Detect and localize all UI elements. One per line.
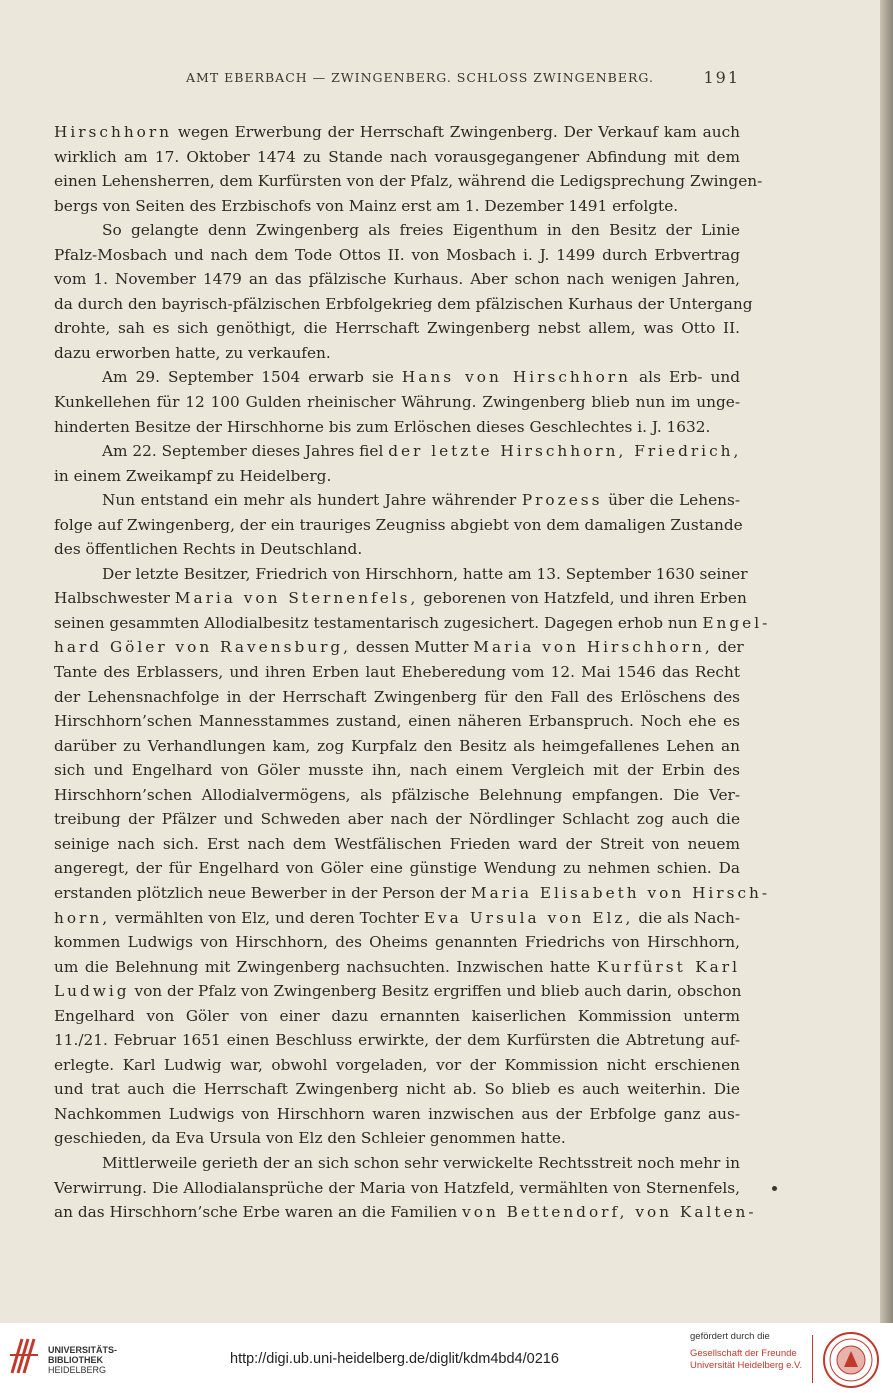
text-line <box>54 415 740 440</box>
text-run: Nun entstand ein mehr als hundert Jahre währender <box>102 491 522 510</box>
university-seal-icon <box>822 1331 880 1389</box>
text-line <box>54 955 740 980</box>
text-line <box>54 1200 757 1225</box>
text-line <box>54 832 740 857</box>
text-run: Tante des Erblassers, und ihren Erben laut Eheberedung vom 12. Mai 1546 das Recht <box>54 663 740 682</box>
text-line <box>54 611 771 636</box>
text-run: geborenen von Hatzfeld, und ihren Erben <box>418 589 747 608</box>
text-run: darüber zu Verhandlungen kam, zog Kurpfalz den Besitz als heimgefallenes Lehen an <box>54 736 740 755</box>
text-line <box>54 881 771 906</box>
text-line <box>54 365 740 390</box>
text-line <box>54 856 740 881</box>
text-run: als Erb- und <box>630 368 741 387</box>
spaced-name: Kurfürst Karl <box>596 957 740 976</box>
text-run: So gelangte denn Zwingenberg als freies Eigenthum in den Besitz der Linie <box>102 221 740 240</box>
library-logo-icon <box>8 1335 40 1375</box>
text-line <box>54 979 740 1004</box>
text-run: Am 29. September 1504 erwarb sie <box>102 368 402 387</box>
text-run: einen Lehensherren, dem Kurfürsten von der Pfalz, während die Ledigsprechung Zwingen- <box>54 172 763 191</box>
society-name-line: Universität Heidelberg e.V. <box>690 1360 803 1371</box>
text-line <box>54 292 753 317</box>
text-run: 11./21. Februar 1651 einen Beschluss erwirkte, der dem Kurfürsten die Abtretung auf- <box>54 1031 740 1050</box>
text-line <box>54 390 740 415</box>
spaced-name: Engel- <box>702 613 771 632</box>
text-run: da durch den bayrisch-pfälzischen Erbfolgekrieg dem pfälzischen Kurhaus der Untergang <box>54 294 753 313</box>
text-run: in einem Zweikampf zu Heidelberg. <box>54 466 332 485</box>
text-run: vermählten von Elz, und deren Tochter <box>110 908 424 927</box>
text-line <box>54 537 740 562</box>
text-run: vom 1. November 1479 an das pfälzische Kurhaus. Aber schon nach wenigen Jahren, <box>54 270 740 289</box>
text-run: bergs von Seiten des Erzbischofs von Mainz erst am 1. Dezember 1491 erfolgte. <box>54 196 679 215</box>
text-run: Hirschhorn’schen Mannesstammes zustand, einen näheren Erbanspruch. Noch ehe es <box>54 712 740 731</box>
society-name <box>690 1348 802 1372</box>
text-run: der Lehensnachfolge in der Herrschaft Zwingenberg für den Fall des Erlöschens des <box>54 687 740 706</box>
spaced-name: Ludwig <box>54 982 130 1001</box>
text-line <box>54 660 740 685</box>
text-run: dessen Mutter <box>351 638 474 657</box>
ink-speck <box>772 1186 777 1191</box>
spaced-name: Maria von Sternenfels, <box>174 589 419 608</box>
text-line <box>54 1053 740 1078</box>
footer-bar <box>0 1323 893 1393</box>
text-line <box>54 243 740 268</box>
text-run: und trat auch die Herrschaft Zwingenberg nicht ab. So blieb es auch weiterhin. Die <box>54 1080 740 1099</box>
text-run: geschieden, da Eva Ursula von Elz den Schleier genommen hatte. <box>54 1129 566 1148</box>
library-name <box>48 1345 117 1375</box>
text-line <box>54 145 740 170</box>
text-run: folge auf Zwingenberg, der ein trauriges Zeugniss abgiebt von dem damaligen Zustande <box>54 515 743 534</box>
spaced-name: Maria Elisabeth von Hirsch- <box>470 883 771 902</box>
text-run: Mittlerweile gerieth der an sich schon sehr verwickelte Rechtsstreit noch mehr in <box>102 1153 740 1172</box>
text-line <box>54 1176 740 1201</box>
text-line <box>54 906 740 931</box>
spaced-name: Maria von Hirschhorn, <box>473 638 713 657</box>
body-text <box>54 120 771 1225</box>
text-run: erstanden plötzlich neue Bewerber in der Person der <box>54 883 471 902</box>
text-run: Hirschhorn’schen Allodialvermögens, als pfälzische Belehnung empfangen. Die Ver- <box>54 785 740 804</box>
text-run: wirklich am 17. Oktober 1474 zu Stande nach vorausgegangener Abfindung mit dem <box>54 147 740 166</box>
text-line <box>54 1028 740 1053</box>
text-run: von der Pfalz von Zwingenberg Besitz ergriffen und blieb auch darin, obschon <box>129 982 742 1001</box>
text-run: Halbschwester <box>54 589 175 608</box>
text-run: des öffentlichen Rechts in Deutschland. <box>54 540 363 559</box>
text-run: Engelhard von Göler von einer dazu ernannten kaiserlichen Kommission unterm <box>54 1006 740 1025</box>
text-run: seinige nach sich. Erst nach dem Westfälischen Frieden ward der Streit von neuem <box>54 834 740 853</box>
text-line <box>54 218 740 243</box>
text-line <box>54 1151 740 1176</box>
text-run: der <box>712 638 744 657</box>
text-line <box>54 709 740 734</box>
page-number: 191 <box>703 68 740 87</box>
text-run: Am 22. September dieses Jahres fiel <box>102 442 389 461</box>
text-run: hinderten Besitze der Hirschhorne bis zum Erlöschen dieses Geschlechtes i. J. 1632. <box>54 417 711 436</box>
text-run: um die Belehnung mit Zwingenberg nachsuchten. Inzwischen hatte <box>54 957 597 976</box>
text-run: über die Lehens- <box>602 491 740 510</box>
spaced-name: der letzte Hirschhorn, Friedrich, <box>388 442 742 461</box>
text-run: an das Hirschhorn’sche Erbe waren an die Familien <box>54 1203 463 1222</box>
text-run: dazu erworben hatte, zu verkaufen. <box>54 343 331 362</box>
text-run: kommen Ludwigs von Hirschhorn, des Oheims genannten Friedrichs von Hirschhorn, <box>54 933 740 952</box>
spaced-name: Hirschhorn <box>54 123 173 141</box>
text-line <box>54 734 740 759</box>
text-line <box>54 439 740 464</box>
text-line <box>54 513 743 538</box>
text-line <box>54 464 740 489</box>
text-line <box>54 341 740 366</box>
text-line <box>54 562 748 587</box>
text-line <box>54 635 744 660</box>
spaced-name: horn, <box>54 908 111 927</box>
text-line <box>54 169 763 194</box>
text-run: Pfalz-Mosbach und nach dem Tode Ottos II. von Mosbach i. J. 1499 durch Erbvertrag <box>54 245 740 264</box>
funded-by-label: gefördert durch die <box>690 1331 770 1342</box>
text-line <box>54 783 740 808</box>
spaced-name: von Bettendorf, von Kalten- <box>462 1203 757 1222</box>
spaced-name: Hans von Hirschhorn <box>401 368 631 387</box>
society-name-line: Gesellschaft der Freunde <box>690 1348 797 1359</box>
text-line <box>54 586 747 611</box>
text-run: Der letzte Besitzer, Friedrich von Hirschhorn, hatte am 13. September 1630 seiner <box>102 564 748 583</box>
footer-divider <box>812 1335 813 1383</box>
text-run: seinen gesammten Allodialbesitz testamentarisch zugesichert. Dagegen erhob nun <box>54 613 703 632</box>
text-line <box>54 316 740 341</box>
text-line <box>54 120 740 145</box>
text-run: treibung der Pfälzer und Schweden aber nach der Nördlinger Schlacht zog auch die <box>54 810 740 829</box>
text-line <box>54 488 740 513</box>
text-line <box>54 930 740 955</box>
spaced-name: Eva Ursula von Elz, <box>423 908 634 927</box>
page-edge <box>880 0 893 1323</box>
text-line <box>54 685 740 710</box>
text-run: angeregt, der für Engelhard von Göler eine günstige Wendung zu nehmen schien. Da <box>54 859 740 878</box>
text-run: Kunkellehen für 12 100 Gulden rheinischer Währung. Zwingenberg blieb nun im unge- <box>54 393 740 412</box>
permalink-url[interactable]: http://digi.ub.uni-heidelberg.de/diglit/kdm4bd4/0216 <box>230 1351 559 1367</box>
text-run: wegen Erwerbung der Herrschaft Zwingenberg. Der Verkauf kam auch <box>172 123 740 141</box>
spaced-name: Prozess <box>521 491 603 510</box>
text-line <box>54 758 740 783</box>
text-line <box>54 267 740 292</box>
text-run: Nachkommen Ludwigs von Hirschhorn waren inzwischen aus der Erbfolge ganz aus- <box>54 1104 740 1123</box>
library-name-line: HEIDELBERG <box>48 1365 107 1375</box>
text-run: Verwirrung. Die Allodialansprüche der Maria von Hatzfeld, vermählten von Sternenfels, <box>54 1178 740 1197</box>
text-line <box>54 1077 740 1102</box>
library-name-line: BIBLIOTHEK <box>48 1355 103 1365</box>
text-line <box>54 1004 740 1029</box>
text-run: drohte, sah es sich genöthigt, die Herrschaft Zwingenberg nebst allem, was Otto II. <box>54 319 740 338</box>
text-line <box>54 194 740 219</box>
running-title: AMT EBERBACH — ZWINGENBERG. SCHLOSS ZWINGENBERG. <box>186 70 654 85</box>
text-line <box>54 807 740 832</box>
text-run: sich und Engelhard von Göler musste ihn, nach einem Vergleich mit der Erbin des <box>54 761 740 780</box>
spaced-name: hard Göler von Ravensburg, <box>54 638 352 657</box>
text-line <box>54 1102 740 1127</box>
text-run: die als Nach- <box>633 908 740 927</box>
library-name-line: UNIVERSITÄTS- <box>48 1345 118 1355</box>
text-run: erlegte. Karl Ludwig war, obwohl vorgeladen, vor der Kommission nicht erschienen <box>54 1055 740 1074</box>
text-line <box>54 1126 740 1151</box>
